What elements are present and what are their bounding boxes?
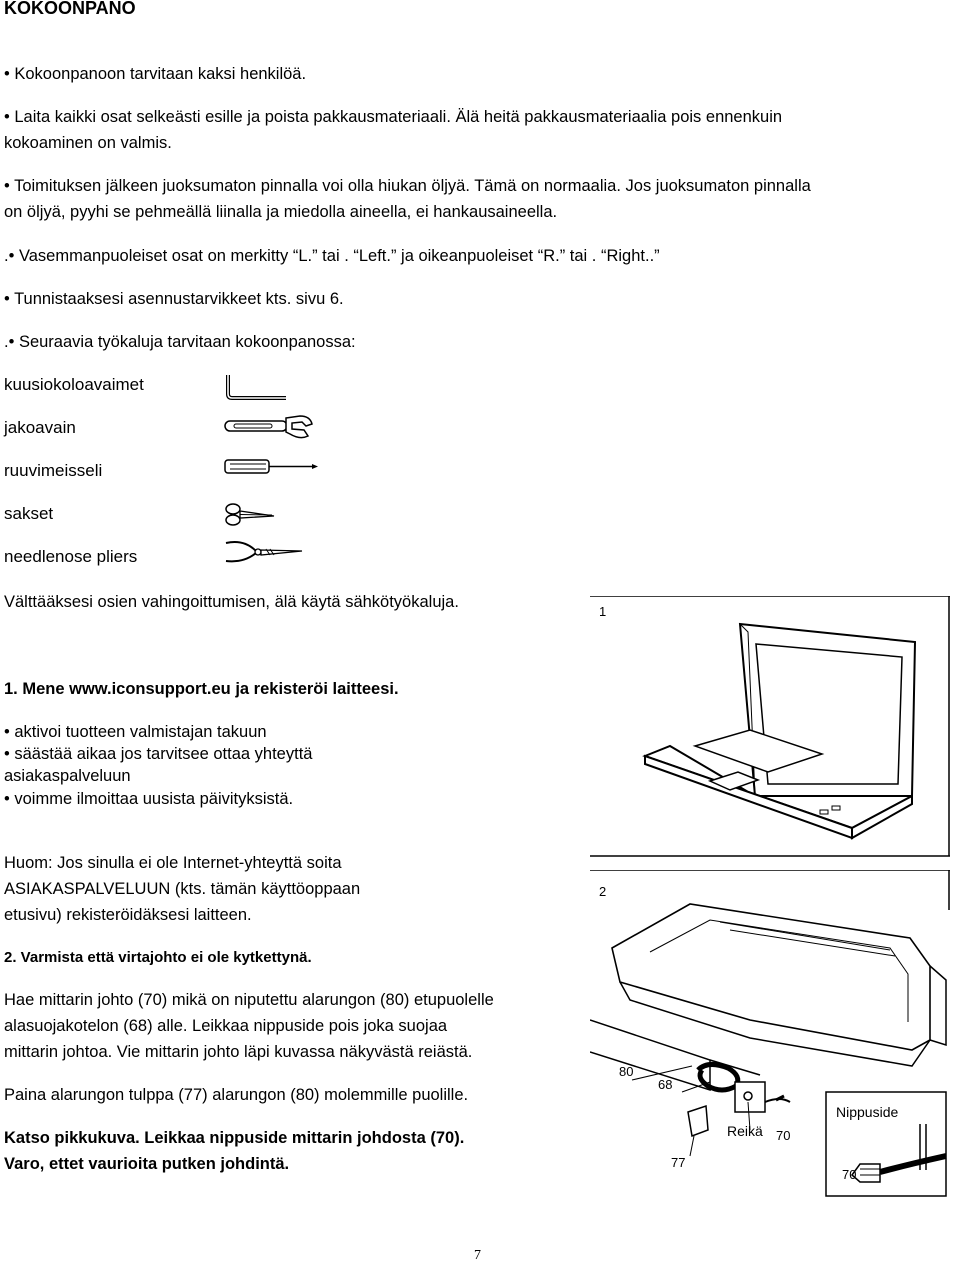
step2-para1-line3: mittarin johtoa. Vie mittarin johto läpi kuvassa näkyvästä reiästä. [4, 1043, 473, 1061]
power-tools-warning: Välttääksesi osien vahingoittumisen, älä käytä sähkötyökaluja. [4, 593, 459, 611]
callout-70-inset: 70 [842, 1167, 857, 1182]
figure1-number: 1 [599, 604, 607, 619]
bullet-two-people: • Kokoonpanoon tarvitaan kaksi henkilöä. [4, 65, 307, 83]
step1-title: 1. Mene www.iconsupport.eu ja rekisteröi laitteesi. [4, 680, 399, 698]
step1-line2: • säästää aikaa jos tarvitsee ottaa yhteyttä [4, 745, 313, 763]
callout-nippuside: Nippuside [836, 1104, 899, 1120]
step2-para2: Paina alarungon tulppa (77) alarungon (80) molemmille puolille. [4, 1086, 469, 1104]
step1-note-line2: ASIAKASPALVELUUN (kts. tämän käyttöoppaan [4, 880, 361, 898]
bullet-left-right: .• Vasemmanpuoleiset osat on merkitty “L.” tai . “Left.” ja oikeanpuoleiset “R.” tai . “Right..” [4, 247, 660, 265]
step1-line1: • aktivoi tuotteen valmistajan takuun [4, 723, 267, 741]
bullet-hardware: • Tunnistaaksesi asennustarvikkeet kts. sivu 6. [4, 290, 344, 308]
tool-label-wrench: jakoavain [4, 418, 76, 437]
bullet-unpack-line2: kokoaminen on valmis. [4, 134, 172, 152]
step1-line4: • voimme ilmoittaa uusista päivityksistä. [4, 790, 294, 808]
step2-para3-line1: Katso pikkukuva. Leikkaa nippuside mittarin johdosta (70). [4, 1129, 465, 1147]
bullet-oil-line1: • Toimituksen jälkeen juoksumaton pinnalla voi olla hiukan öljyä. Tämä on normaalia. Jos juoksumaton pinnalla [4, 177, 811, 195]
bullet-oil-line2: on öljyä, pyyhi se pehmeällä liinalla ja miedolla aineella, ei hankausaineella. [4, 203, 558, 221]
adjustable-wrench-icon [222, 410, 317, 444]
page-number: 7 [474, 1248, 481, 1263]
bullet-tools-needed: .• Seuraavia työkaluja tarvitaan kokoonpanossa: [4, 333, 356, 351]
page-heading: KOKOONPANO [4, 0, 136, 18]
tool-label-hex-keys: kuusiokoloavaimet [4, 375, 144, 394]
step1-note-line1: Huom: Jos sinulla ei ole Internet-yhteyttä soita [4, 854, 342, 872]
callout-80: 80 [619, 1064, 634, 1079]
screwdriver-icon [222, 456, 322, 478]
hex-key-icon [222, 372, 292, 402]
tool-label-pliers: needlenose pliers [4, 547, 138, 566]
bullet-unpack-line1: • Laita kaikki osat selkeästi esille ja poista pakkausmateriaali. Älä heitä pakkausmateriaalia pois ennenkuin [4, 108, 783, 126]
treadmill-base-illustration [590, 870, 952, 1210]
step2-para1-line1: Hae mittarin johto (70) mikä on niputettu alarungon (80) etupuolelle [4, 991, 494, 1009]
callout-68: 68 [658, 1077, 673, 1092]
needlenose-pliers-icon [222, 537, 307, 565]
laptop-illustration [590, 596, 952, 858]
callout-70-main: 70 [776, 1128, 791, 1143]
step2-title: 2. Varmista että virtajohto ei ole kytkettynä. [4, 949, 312, 966]
step2-para3-line2: Varo, ettet vaurioita putken johdintä. [4, 1155, 290, 1173]
tool-label-screwdriver: ruuvimeisseli [4, 461, 103, 480]
step1-line3: asiakaspalveluun [4, 767, 131, 785]
callout-reika: Reikä [727, 1123, 763, 1139]
step2-para1-line2: alasuojakotelon (68) alle. Leikkaa nippuside pois joka suojaa [4, 1017, 448, 1035]
figure2-number: 2 [599, 884, 607, 899]
callout-77: 77 [671, 1155, 686, 1170]
scissors-icon [222, 500, 277, 528]
tool-label-scissors: sakset [4, 504, 54, 523]
step1-note-line3: etusivu) rekisteröidäksesi laitteen. [4, 906, 252, 924]
